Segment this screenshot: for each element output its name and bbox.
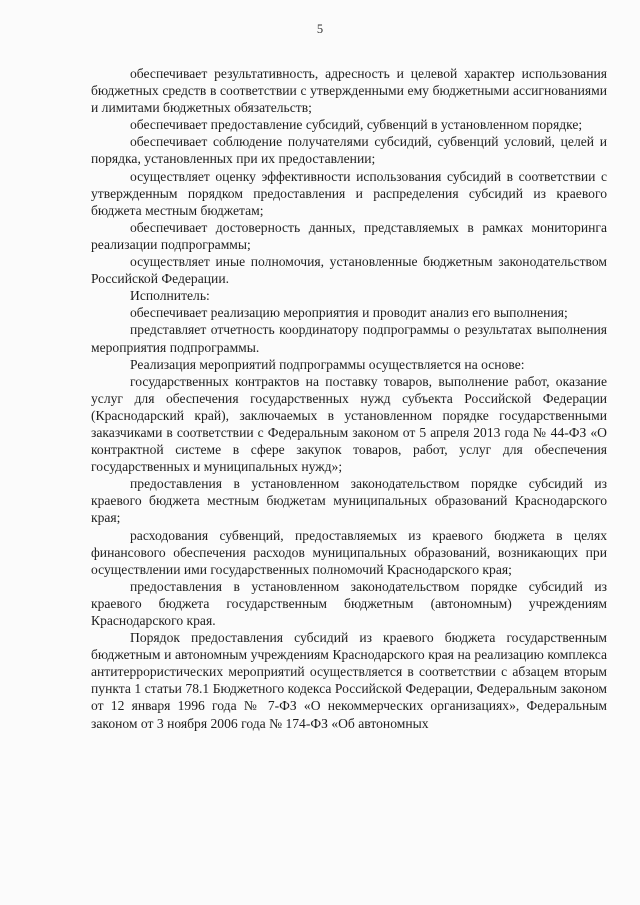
paragraph: Реализация мероприятий подпрограммы осуществляется на основе: [130, 356, 525, 372]
paragraph: государственных контрактов на поставку товаров, выполнение работ, оказание услуг для обеспечения государственных нужд субъекта Российской Федерации (Краснодарский край), заключаемых в установленном порядке государственными заказчиками в соответствии с Федеральным законом от 5 апреля 2013 года № 44-ФЗ «О контрактной системе в сфере закупок товаров, работ, услуг для обеспечения государственных и муниципальных нужд»; [91, 373, 607, 475]
paragraph: Порядок предоставления субсидий из краевого бюджета государственным бюджетным и автономным учреждениям Краснодарского края на реализацию комплекса антитеррористических мероприятий осуществляется в соответствии с абзацем вторым пункта 1 статьи 78.1 Бюджетного кодекса Российской Федерации, Федеральным законом от 12 января 1996 года № 7-ФЗ «О некоммерческих организациях», Федеральным законом от 3 ноября 2006 года № 174-ФЗ «Об автономных [91, 630, 607, 731]
paragraph: обеспечивает реализацию мероприятия и проводит анализ его выполнения; [130, 305, 568, 321]
paragraph: представляет отчетность координатору подпрограммы о результатах выполнения мероприятия подпрограммы. [91, 322, 607, 355]
paragraph: обеспечивает результативность, адресность и целевой характер использования бюджетных средств в соответствии с утвержденными ему бюджетными ассигнованиями и лимитами бюджетных обязательств; [91, 66, 607, 116]
paragraph: обеспечивает достоверность данных, представляемых в рамках мониторинга реализации подпрограммы; [91, 219, 607, 252]
paragraph: осуществляет иные полномочия, установленные бюджетным законодательством Российской Федерации. [91, 254, 607, 287]
paragraph-heading: Исполнитель: [130, 288, 210, 304]
paragraph: обеспечивает соблюдение получателями субсидий, субвенций условий, целей и порядка, установленных при их предоставлении; [91, 134, 607, 167]
paragraph: обеспечивает предоставление субсидий, субвенций в установленном порядке; [130, 117, 583, 133]
paragraph: расходования субвенций, предоставляемых из краевого бюджета в целях финансового обеспечения расходов муниципальных образований, возникающих при осуществлении ими государственных полномочий Краснодарского края; [91, 527, 607, 577]
paragraph: предоставления в установленном законодательством порядке субсидий из краевого бюджета государственным бюджетным (автономным) учреждениям Краснодарского края. [91, 578, 607, 628]
page-number: 5 [316, 22, 324, 36]
paragraph: осуществляет оценку эффективности использования субсидий в соответствии с утвержденным порядком предоставления и распределения субсидий из краевого бюджета местным бюджетам; [91, 168, 607, 218]
document-body [91, 65, 607, 732]
paragraph: предоставления в установленном законодательством порядке субсидий из краевого бюджета местным бюджетам муниципальных образований Краснодарского края; [91, 476, 607, 526]
